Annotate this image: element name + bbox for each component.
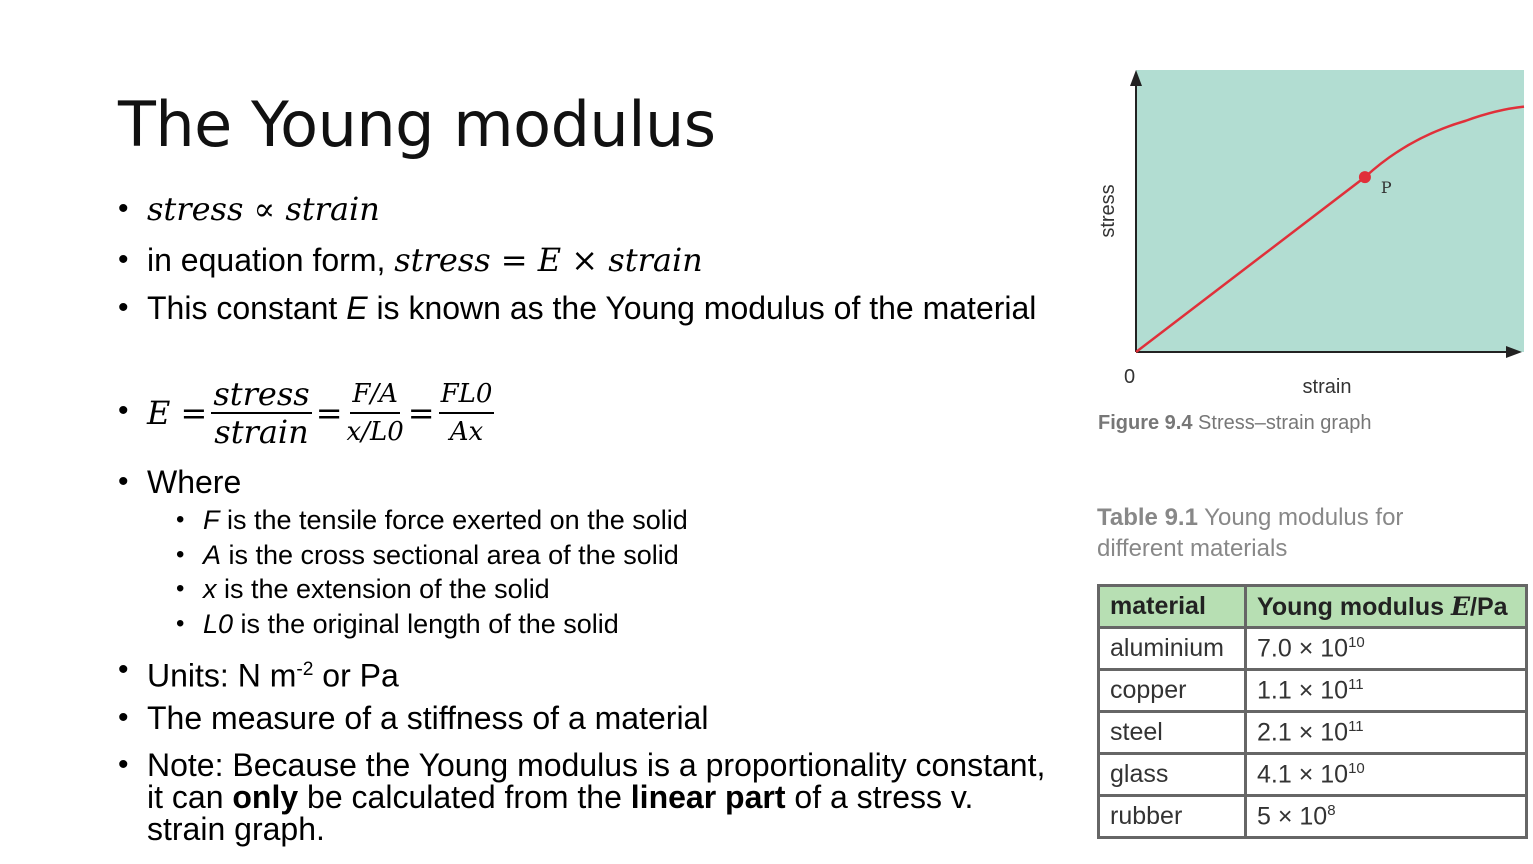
figure-caption-label: Figure 9.4 bbox=[1098, 412, 1193, 434]
fraction-numerator: FL0 bbox=[439, 376, 495, 414]
bullet-dot: • bbox=[176, 506, 185, 533]
sub-text: is the extension of the solid bbox=[216, 574, 550, 604]
origin-label: 0 bbox=[1124, 366, 1136, 388]
table-row bbox=[1099, 712, 1527, 754]
formula-lhs: E = bbox=[147, 394, 208, 432]
note-pre: Note: Because the Young modulus is a proportionality constant, it can bbox=[147, 747, 1046, 815]
table-caption bbox=[1097, 502, 1477, 564]
bullet-text: Where bbox=[147, 464, 242, 500]
cell-modulus bbox=[1246, 628, 1527, 670]
header-modulus-var: E bbox=[1450, 591, 1471, 621]
bullet-dot: • bbox=[176, 541, 185, 568]
note-bold-only: only bbox=[232, 779, 299, 815]
figure-caption bbox=[1098, 412, 1371, 435]
bullet-text: in equation form, bbox=[147, 242, 395, 278]
cell-modulus bbox=[1246, 754, 1527, 796]
note-mid: be calculated from the bbox=[298, 779, 631, 815]
bullet-dot: • bbox=[118, 701, 129, 734]
table-row bbox=[1099, 796, 1527, 838]
point-p-label: P bbox=[1380, 178, 1392, 198]
note-post: of a stress v. strain graph. bbox=[147, 779, 974, 847]
fraction-numerator: F/A bbox=[350, 376, 400, 414]
bullet-dot: • bbox=[176, 610, 185, 637]
point-p bbox=[1359, 171, 1371, 183]
equals-sign: = bbox=[315, 394, 343, 432]
bullet-dot: • bbox=[118, 394, 129, 427]
modulus-mantissa: 5 × 10 bbox=[1257, 802, 1328, 831]
bullet-text: The measure of a stiffness of a material bbox=[147, 700, 709, 736]
note-bold-linear: linear part bbox=[630, 779, 786, 815]
bullet-dot: • bbox=[118, 243, 129, 276]
figure-caption-text: Stress–strain graph bbox=[1192, 412, 1372, 434]
bullet-dot: • bbox=[118, 465, 129, 498]
fraction-force-area bbox=[347, 376, 404, 450]
var-a: A bbox=[203, 540, 222, 570]
modulus-exponent: 10 bbox=[1348, 633, 1365, 651]
cell-modulus bbox=[1246, 670, 1527, 712]
cell-material: rubber bbox=[1099, 796, 1246, 838]
units-pre: Units: N m bbox=[147, 657, 297, 694]
table-row bbox=[1099, 628, 1527, 670]
modulus-exponent: 11 bbox=[1348, 675, 1364, 693]
bullet-formula bbox=[118, 368, 1058, 458]
bullet-math: stress ∝ strain bbox=[147, 190, 380, 228]
table-row bbox=[1099, 670, 1527, 712]
fraction-denominator: x/L0 bbox=[346, 417, 404, 447]
slide-title: The Young modulus bbox=[118, 88, 716, 161]
header-modulus bbox=[1246, 586, 1527, 628]
bullet-dot: • bbox=[118, 291, 129, 324]
plot-area bbox=[1136, 70, 1524, 352]
var-l0: L0 bbox=[203, 609, 234, 639]
table-caption-text: Young modulus for different materials bbox=[1097, 504, 1404, 562]
fraction-denominator: strain bbox=[214, 413, 309, 451]
bullet-dot: • bbox=[118, 653, 129, 686]
sub-text: is the tensile force exerted on the solid bbox=[219, 505, 688, 535]
cell-material: glass bbox=[1099, 754, 1246, 796]
cell-material: steel bbox=[1099, 712, 1246, 754]
table-row bbox=[1099, 754, 1527, 796]
bullet-math: stress = E × strain bbox=[394, 241, 703, 279]
units-sup: -2 bbox=[296, 659, 314, 680]
bullet-dot: • bbox=[176, 575, 185, 602]
stress-strain-chart bbox=[1094, 66, 1528, 406]
fraction-fl0-ax bbox=[439, 376, 495, 450]
cell-material: aluminium bbox=[1099, 628, 1246, 670]
header-modulus-post: /Pa bbox=[1470, 592, 1508, 621]
bullet-text-pre: This constant bbox=[147, 290, 347, 326]
var-e: E bbox=[346, 290, 368, 326]
modulus-exponent: 11 bbox=[1348, 717, 1364, 735]
cell-modulus bbox=[1246, 796, 1527, 838]
modulus-mantissa: 1.1 × 10 bbox=[1257, 676, 1349, 705]
fraction-numerator: stress bbox=[213, 375, 310, 413]
bullet-dot: • bbox=[118, 192, 129, 225]
cell-material: copper bbox=[1099, 670, 1246, 712]
x-axis-label: strain bbox=[1302, 376, 1352, 398]
modulus-exponent: 8 bbox=[1327, 801, 1336, 819]
modulus-exponent: 10 bbox=[1348, 759, 1365, 777]
fraction-denominator: Ax bbox=[449, 417, 484, 447]
table-header-row bbox=[1099, 586, 1527, 628]
modulus-mantissa: 4.1 × 10 bbox=[1257, 760, 1349, 789]
table-caption-label: Table 9.1 bbox=[1097, 504, 1198, 531]
modulus-mantissa: 2.1 × 10 bbox=[1257, 718, 1349, 747]
fraction-stress-strain bbox=[211, 376, 311, 450]
var-x: x bbox=[203, 574, 217, 604]
y-axis-label: stress bbox=[1097, 184, 1119, 238]
sub-text: is the original length of the solid bbox=[233, 609, 619, 639]
bullet-dot: • bbox=[118, 748, 129, 781]
equals-sign: = bbox=[407, 394, 435, 432]
header-modulus-pre: Young modulus bbox=[1257, 592, 1451, 621]
header-material: material bbox=[1099, 586, 1246, 628]
var-f: F bbox=[203, 505, 220, 535]
young-modulus-table bbox=[1097, 584, 1528, 839]
cell-modulus bbox=[1246, 712, 1527, 754]
bullet-text-post: is known as the Young modulus of the material bbox=[367, 290, 1037, 326]
sub-text: is the cross sectional area of the solid bbox=[221, 540, 679, 570]
units-post: or Pa bbox=[313, 657, 399, 694]
modulus-mantissa: 7.0 × 10 bbox=[1257, 634, 1349, 663]
